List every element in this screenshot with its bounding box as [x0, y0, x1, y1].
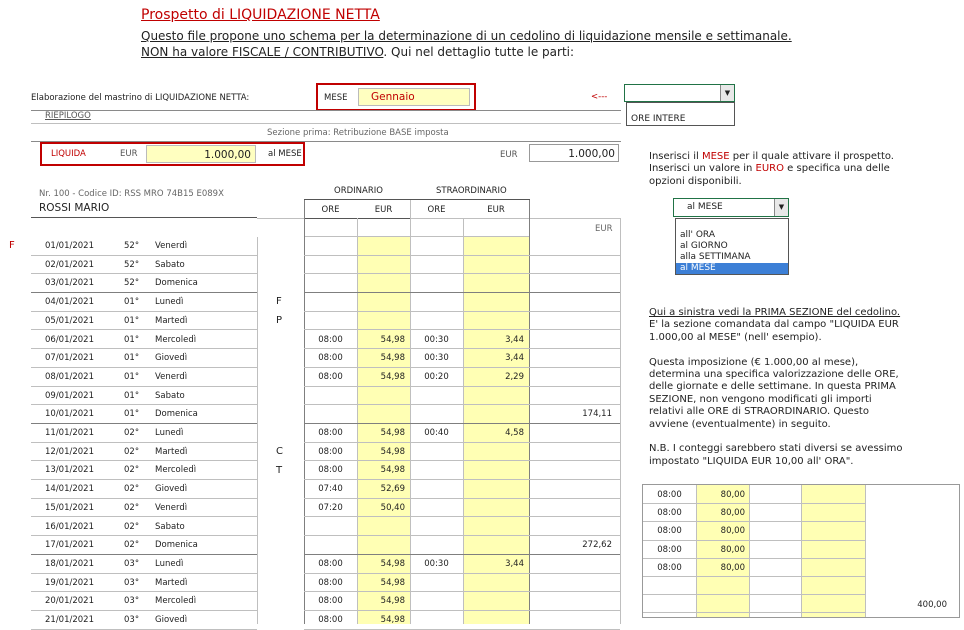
note-3: opzioni disponibili. — [649, 175, 742, 187]
example-cell-eur: 80,00 — [720, 526, 745, 537]
cell-sore[interactable] — [410, 518, 463, 537]
cell-ore[interactable]: 08:00 — [318, 577, 343, 588]
example-cell-eur: 80,00 — [720, 562, 745, 573]
mese-label: MESE — [324, 93, 348, 103]
cell-day: Giovedì — [155, 353, 188, 364]
table-row — [0, 592, 622, 611]
note-p4-l2: impostato "LIQUIDA EUR 10,00 all' ORA". — [649, 455, 854, 467]
arrow-indicator: <--- — [591, 92, 608, 102]
example-cell-eur: 80,00 — [720, 490, 745, 500]
table-row — [0, 331, 622, 350]
divider — [31, 123, 621, 124]
cell-eur — [357, 256, 410, 275]
example-cell-eur: 80,00 — [720, 544, 745, 555]
cell-eur — [357, 518, 410, 537]
cell-date: 05/01/2021 — [45, 315, 94, 326]
cell-ore[interactable] — [304, 405, 357, 424]
table-row — [0, 349, 622, 368]
cell-date: 11/01/2021 — [45, 428, 94, 438]
table-row — [0, 480, 622, 499]
table-row — [0, 293, 622, 312]
cell-sore[interactable] — [410, 536, 463, 555]
note-2-euro: EURO — [755, 163, 784, 175]
cell-seur — [463, 499, 529, 518]
table-row — [0, 461, 622, 480]
cell-sore[interactable] — [410, 480, 463, 499]
cell-total — [529, 312, 618, 331]
cell-week: 52° — [124, 241, 140, 251]
divider — [257, 218, 304, 219]
cell-date: 13/01/2021 — [45, 465, 94, 476]
cell-total — [529, 424, 618, 443]
liquida-period: al MESE — [268, 149, 302, 159]
cell-week: 01° — [124, 297, 140, 308]
cell-eur: 50,40 — [380, 502, 405, 513]
example-cell-eur — [696, 595, 749, 613]
cell-week: 01° — [124, 409, 140, 420]
example-row — [643, 522, 961, 540]
example-row — [643, 541, 961, 559]
cell-sore[interactable] — [410, 405, 463, 424]
cell-ore[interactable] — [304, 293, 357, 312]
cell-day: Sabato — [155, 259, 185, 270]
cell-day: Mercoledì — [155, 465, 197, 476]
cell-week: 03° — [124, 615, 140, 625]
cell-sore[interactable] — [410, 293, 463, 312]
example-cell-ore: 08:00 — [657, 544, 682, 555]
intro-line-2 — [141, 45, 574, 59]
cell-seur — [463, 592, 529, 611]
cell-seur — [463, 536, 529, 555]
col-ore: ORE — [321, 205, 340, 215]
table-row — [0, 443, 622, 462]
cell-date: 18/01/2021 — [45, 558, 94, 569]
cell-sore[interactable] — [410, 274, 463, 293]
cell-seur — [463, 274, 529, 293]
note-1a: Inserisci il — [649, 151, 702, 162]
example-cell-ore: 08:00 — [657, 508, 682, 519]
cell-total — [529, 611, 618, 630]
table-row — [0, 536, 622, 555]
cell-date: 10/01/2021 — [45, 409, 94, 420]
cell-date: 12/01/2021 — [45, 446, 94, 457]
cell-total — [529, 518, 618, 537]
cell-date: 19/01/2021 — [45, 577, 94, 588]
chevron-down-icon[interactable]: ▼ — [720, 85, 734, 101]
cell-day: Domenica — [155, 278, 198, 289]
example-row — [643, 486, 961, 504]
cell-date: 17/01/2021 — [45, 540, 94, 551]
cell-seur: 4,58 — [505, 428, 524, 438]
note-p2-l3: 1.000,00 al MESE" (nell' esempio). — [649, 331, 822, 343]
cell-total — [529, 256, 618, 275]
example-cell-ore: 08:00 — [657, 490, 682, 500]
cell-day: Domenica — [155, 540, 198, 551]
cell-eur: 52,69 — [380, 484, 405, 495]
cell-day: Venerdì — [155, 241, 188, 251]
cell-ore[interactable]: 08:00 — [318, 353, 343, 364]
cell-ore[interactable] — [304, 536, 357, 555]
cell-week: 03° — [124, 596, 140, 607]
cell-eur — [357, 536, 410, 555]
employee-code: Nr. 100 - Codice ID: RSS MRO 74B15 E089X — [39, 189, 224, 199]
chevron-down-icon[interactable]: ▼ — [774, 199, 788, 216]
cell-ore[interactable] — [304, 274, 357, 293]
table-row — [0, 256, 622, 275]
cell-total — [529, 368, 618, 387]
cell-ore[interactable] — [304, 256, 357, 275]
table-row — [0, 274, 622, 293]
cell-sore[interactable] — [410, 592, 463, 611]
cell-week: 01° — [124, 315, 140, 326]
cell-ore[interactable]: 08:00 — [318, 446, 343, 457]
cell-week: 03° — [124, 558, 140, 569]
note-p2-l2: E' la sezione comandata dal campo "LIQUIDA EUR — [649, 319, 899, 331]
side-marker-t: T — [276, 465, 283, 476]
gridline — [643, 612, 865, 613]
cell-seur — [463, 518, 529, 537]
cell-ore[interactable]: 08:00 — [318, 596, 343, 607]
table-row — [0, 405, 622, 424]
cell-ore[interactable] — [304, 387, 357, 406]
cell-ore[interactable]: 07:20 — [318, 502, 343, 513]
mese-box — [316, 83, 476, 111]
cell-eur — [357, 293, 410, 312]
cell-seur: 3,44 — [505, 353, 524, 364]
cell-eur — [357, 237, 410, 256]
cell-ore[interactable]: 08:00 — [318, 465, 343, 476]
cell-total — [529, 461, 618, 480]
cell-total — [529, 592, 618, 611]
cell-date: 07/01/2021 — [45, 353, 94, 364]
cell-sore[interactable] — [410, 499, 463, 518]
note-p2-title: Qui a sinistra vedi la PRIMA SEZIONE del cedolino. — [649, 307, 901, 318]
cell-week: 01° — [124, 353, 140, 364]
cell-week: 02° — [124, 428, 140, 438]
mese-dropdown[interactable] — [624, 84, 735, 102]
example-row — [643, 577, 961, 595]
example-row — [643, 559, 961, 577]
cell-day: Martedì — [155, 577, 188, 588]
cell-day: Martedì — [155, 446, 188, 457]
cell-date: 16/01/2021 — [45, 521, 94, 532]
cell-week: 02° — [124, 540, 140, 551]
page-title: Prospetto di LIQUIDAZIONE NETTA — [141, 7, 380, 23]
cell-date: 20/01/2021 — [45, 596, 94, 607]
cell-eur: 54,98 — [380, 353, 405, 364]
intro-line-2-underlined: NON ha valore FISCALE / CONTRIBUTIVO — [141, 45, 384, 59]
period-option-mese[interactable]: al MESE — [676, 263, 788, 274]
cell-day: Mercoledì — [155, 596, 197, 607]
mese-dropdown-list — [626, 102, 735, 126]
riepilogo-link[interactable]: RIEPILOGO — [45, 111, 91, 121]
elaborazione-label: Elaborazione del mastrino di LIQUIDAZIONE NETTA: — [31, 93, 250, 103]
example-cell-eur: 80,00 — [720, 508, 745, 519]
cell-eur: 54,98 — [380, 334, 405, 345]
divider — [31, 110, 621, 111]
cell-total — [529, 443, 618, 462]
cell-total — [529, 331, 618, 350]
period-dropdown-list — [675, 218, 789, 275]
cell-seur: 2,29 — [505, 371, 524, 382]
cell-total — [529, 499, 618, 518]
cell-sore[interactable] — [410, 387, 463, 406]
mese-value: Gennaio — [371, 91, 415, 103]
note-p3-l1: Questa imposizione (€ 1.000,00 al mese), — [649, 356, 859, 368]
cell-total — [529, 349, 618, 368]
cell-sore[interactable] — [410, 461, 463, 480]
cell-sore[interactable]: 00:20 — [424, 371, 449, 382]
cell-eur: 54,98 — [380, 558, 405, 569]
cell-week: 02° — [124, 484, 140, 495]
cell-eur — [357, 405, 410, 424]
cell-total — [529, 480, 618, 499]
cell-eur: 54,98 — [380, 596, 405, 607]
cell-seur — [463, 237, 529, 256]
cell-seur — [463, 461, 529, 480]
cell-total — [529, 293, 618, 312]
cell-ore[interactable]: 08:00 — [318, 428, 343, 438]
cell-week: 01° — [124, 371, 140, 382]
cell-day: Martedì — [155, 315, 188, 326]
cell-week: 02° — [124, 446, 140, 457]
note-2b: e specifica una delle — [784, 163, 890, 175]
intro-line-2-rest: . Qui nel dettaglio tutte le parti: — [383, 45, 575, 59]
cell-day: Giovedì — [155, 484, 188, 495]
cell-sore[interactable] — [410, 256, 463, 275]
straordinario-header: STRAORDINARIO — [436, 186, 507, 196]
table-row — [0, 574, 622, 593]
mese-dropdown-option[interactable]: ORE INTERE — [631, 114, 686, 124]
divider — [31, 217, 257, 218]
example-cell-ore — [643, 577, 696, 595]
employee-name: ROSSI MARIO — [39, 202, 110, 214]
table-row — [0, 312, 622, 331]
cell-ore[interactable]: 08:00 — [318, 615, 343, 625]
cell-sore[interactable] — [410, 312, 463, 331]
table-row — [0, 499, 622, 518]
cell-total: 174,11 — [582, 409, 612, 420]
cell-day: Lunedì — [155, 297, 184, 308]
example-total: 400,00 — [917, 600, 947, 610]
table-row — [0, 424, 622, 443]
cell-seur — [463, 574, 529, 593]
note-p3-l4: SEZIONE, non vengono modificati gli importi — [649, 393, 872, 405]
cell-sore[interactable] — [410, 237, 463, 256]
cell-eur: 54,98 — [380, 465, 405, 476]
note-p3-l5: relativi alle ORE di STRAORDINARIO. Questo — [649, 406, 869, 418]
cell-week: 01° — [124, 390, 140, 401]
note-explanation — [649, 307, 959, 468]
liquida-box — [40, 142, 305, 166]
cell-date: 06/01/2021 — [45, 334, 94, 345]
example-cell-ore: 08:00 — [657, 526, 682, 537]
cell-day: Lunedì — [155, 558, 184, 569]
cell-eur: 54,98 — [380, 615, 405, 625]
table-row — [0, 368, 622, 387]
note-1b: per il quale attivare il prospetto. — [729, 151, 894, 162]
cell-date: 03/01/2021 — [45, 278, 94, 289]
note-instructions — [649, 151, 959, 188]
note-2a: Inserisci un valore in — [649, 163, 756, 175]
cell-sore[interactable] — [410, 574, 463, 593]
table-row — [0, 387, 622, 406]
cell-seur: 3,44 — [505, 558, 524, 569]
note-p3-l6: avviene (eventualmente) in seguito. — [649, 418, 831, 430]
cell-ore[interactable] — [304, 237, 357, 256]
cell-date: 08/01/2021 — [45, 371, 94, 382]
side-marker-p: P — [276, 315, 283, 326]
example-table — [642, 484, 960, 618]
cell-eur: 54,98 — [380, 577, 405, 588]
table-row — [0, 518, 622, 537]
cell-seur — [463, 312, 529, 331]
note-1-mese: MESE — [701, 151, 730, 162]
period-option-giorno[interactable]: al GIORNO — [680, 241, 728, 251]
cell-sore[interactable]: 00:30 — [424, 558, 449, 569]
cell-eur — [357, 312, 410, 331]
cell-total — [529, 555, 618, 574]
cell-date: 09/01/2021 — [45, 390, 94, 401]
example-cell-ore — [643, 595, 696, 613]
intro-line-1: Questo file propone uno schema per la determinazione di un cedolino di liquidazione mensile e settimanale. — [141, 29, 792, 43]
cell-ore[interactable]: 07:40 — [318, 484, 343, 495]
period-option-ora[interactable]: all' ORA — [680, 230, 715, 240]
right-total: 1.000,00 — [529, 144, 619, 162]
cell-seur — [463, 443, 529, 462]
mese-input[interactable] — [358, 88, 470, 106]
cell-ore[interactable]: 08:00 — [318, 371, 343, 382]
cell-week: 01° — [124, 334, 140, 345]
cell-seur — [463, 405, 529, 424]
cell-date: 01/01/2021 — [45, 241, 94, 251]
cell-day: Sabato — [155, 390, 185, 401]
sezione-prima-label: Sezione prima: Retribuzione BASE imposta — [267, 128, 449, 138]
col-eur: EUR — [374, 205, 393, 215]
period-option-settimana[interactable]: alla SETTIMANA — [680, 252, 751, 262]
cell-ore[interactable] — [304, 518, 357, 537]
col-straord-ore: ORE — [427, 205, 446, 215]
cell-week: 03° — [124, 577, 140, 588]
ordinario-header: ORDINARIO — [334, 186, 383, 196]
cell-date: 21/01/2021 — [45, 615, 94, 625]
cell-sore[interactable]: 00:40 — [424, 428, 449, 438]
table-row — [0, 237, 622, 256]
cell-seur — [463, 387, 529, 406]
liquida-eur-label: EUR — [120, 149, 138, 159]
cell-date: 15/01/2021 — [45, 502, 94, 513]
cell-total — [529, 387, 618, 406]
col-straord-eur: EUR — [487, 205, 505, 215]
cell-date: 02/01/2021 — [45, 259, 94, 270]
note-p3-l2: determina una specifica valorizzazione delle ORE, — [649, 369, 899, 381]
cell-eur — [357, 274, 410, 293]
example-cell-eur — [696, 577, 749, 595]
cell-week: 52° — [124, 278, 140, 289]
cell-day: Venerdì — [155, 502, 188, 513]
cell-day: Sabato — [155, 521, 185, 532]
daily-table — [0, 237, 622, 624]
cell-ore[interactable]: 08:00 — [318, 558, 343, 569]
cell-week: 02° — [124, 465, 140, 476]
cell-total — [529, 574, 618, 593]
cell-seur — [463, 611, 529, 630]
cell-seur — [463, 256, 529, 275]
example-row — [643, 504, 961, 522]
cell-date: 14/01/2021 — [45, 484, 94, 495]
cell-sore[interactable] — [410, 611, 463, 630]
table-row — [0, 555, 622, 574]
note-p3-l3: delle giornate e delle settimane. In questa PRIMA — [649, 381, 896, 393]
cell-day: Mercoledì — [155, 334, 197, 345]
cell-eur: 54,98 — [380, 446, 405, 457]
cell-sore[interactable] — [410, 443, 463, 462]
cell-eur: 54,98 — [380, 428, 405, 438]
divider — [410, 218, 620, 219]
f-marker: F — [9, 240, 15, 251]
cell-total: 272,62 — [582, 540, 612, 551]
cell-date: 04/01/2021 — [45, 297, 94, 308]
cell-seur — [463, 293, 529, 312]
side-marker-f: F — [276, 296, 282, 307]
liquida-input[interactable]: 1.000,00 — [146, 145, 256, 163]
period-dropdown-value: al MESE — [687, 202, 723, 212]
cell-eur — [357, 387, 410, 406]
note-p4-l1: N.B. I conteggi sarebbero stati diversi se avessimo — [649, 443, 903, 455]
cell-week: 02° — [124, 521, 140, 532]
period-dropdown[interactable] — [673, 198, 789, 217]
cell-ore[interactable]: 08:00 — [318, 334, 343, 345]
side-marker-c: C — [276, 446, 283, 457]
cell-week: 02° — [124, 502, 140, 513]
example-cell-ore: 08:00 — [657, 562, 682, 573]
right-eur-label: EUR — [500, 150, 518, 160]
cell-week: 52° — [124, 259, 140, 270]
table-row — [0, 611, 622, 630]
cell-sore[interactable]: 00:30 — [424, 334, 449, 345]
cell-total — [529, 274, 618, 293]
cell-seur — [463, 480, 529, 499]
cell-ore[interactable] — [304, 312, 357, 331]
cell-total — [529, 237, 618, 256]
cell-day: Lunedì — [155, 428, 184, 438]
cell-day: Giovedì — [155, 615, 188, 625]
cell-sore[interactable]: 00:30 — [424, 353, 449, 364]
cell-day: Domenica — [155, 409, 198, 420]
cell-eur: 54,98 — [380, 371, 405, 382]
liquida-label: LIQUIDA — [51, 149, 86, 159]
col-eur-right: EUR — [595, 224, 613, 234]
cell-day: Venerdì — [155, 371, 188, 382]
cell-seur: 3,44 — [505, 334, 524, 345]
divider — [304, 199, 530, 200]
